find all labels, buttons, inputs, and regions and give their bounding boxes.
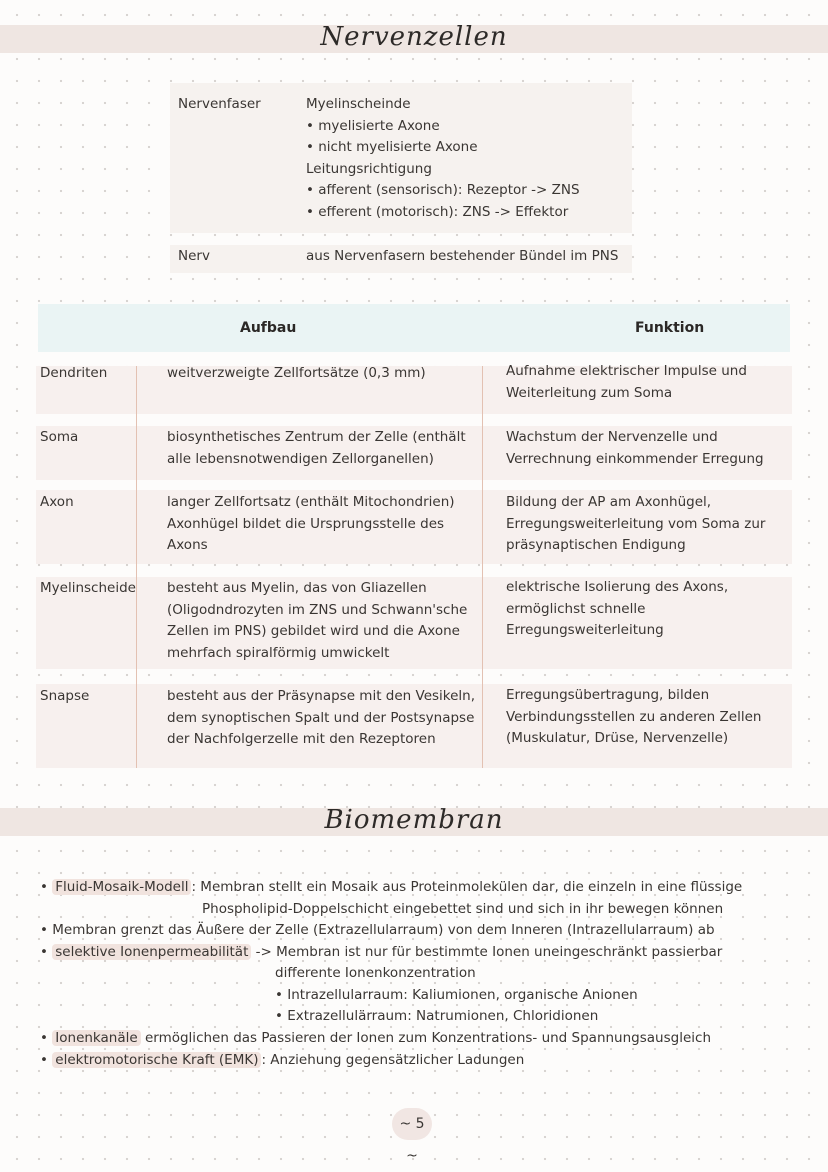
page-number: ~ 5 ~ xyxy=(392,1108,432,1140)
nervenfaser-line: • afferent (sensorisch): Rezeptor -> ZNS xyxy=(306,182,580,198)
column-divider xyxy=(136,366,137,768)
cell-line: biosynthetisches Zentrum der Zelle (enthält xyxy=(167,429,466,445)
section-title-nervenzellen: Nervenzellen xyxy=(320,22,508,52)
cell-line: weitverzweigte Zellfortsätze (0,3 mm) xyxy=(167,365,426,381)
cell-line: elektrische Isolierung des Axons, xyxy=(506,579,729,595)
row-name: Axon xyxy=(40,494,74,510)
highlight-term: Fluid-Mosaik-Modell xyxy=(52,879,191,895)
cell-line: alle lebensnotwendigen Zellorganellen) xyxy=(167,450,434,467)
cell-line: präsynaptischen Endigung xyxy=(506,537,686,553)
row-name: Myelinscheide xyxy=(40,580,136,596)
cell-line: mehrfach spiralförmig umwickelt xyxy=(167,644,390,661)
cell-line: langer Zellfortsatz (enthält Mitochondrien) xyxy=(167,494,455,510)
bullet-selektiv: • selektive Ionenpermeabilität -> Membran ist nur für bestimmte Ionen uneingeschränkt passierbar xyxy=(40,944,723,960)
row-funktion xyxy=(506,577,728,642)
row-aufbau xyxy=(167,686,475,751)
cell-line: Weiterleitung zum Soma xyxy=(506,384,673,401)
cell-line: Axonhügel bildet die Ursprungsstelle des xyxy=(167,515,445,532)
header-funktion: Funktion xyxy=(635,320,705,336)
term-nervenfaser: Nervenfaser xyxy=(178,96,261,112)
cell-line: Verbindungsstellen zu anderen Zellen xyxy=(506,708,762,725)
row-aufbau xyxy=(167,578,467,664)
nervenfaser-line: • nicht myelisierte Axone xyxy=(306,139,478,155)
cell-line: Zellen im PNS) gebildet wird und die Axone xyxy=(167,623,460,639)
row-funktion xyxy=(506,361,747,404)
cell-line: Erregungsübertragung, bilden xyxy=(506,687,710,703)
nervenfaser-line: • efferent (motorisch): ZNS -> Effektor xyxy=(306,203,569,220)
cell-line: Axons xyxy=(167,537,208,553)
nervenfaser-line: Leitungsrichtigung xyxy=(306,160,432,177)
sub-bullet: • Intrazellularraum: Kaliumionen, organische Anionen xyxy=(275,987,638,1003)
row-aufbau xyxy=(167,492,455,557)
row-funktion xyxy=(506,685,761,750)
row-name: Soma xyxy=(40,429,79,445)
cell-line: (Muskulatur, Drüse, Nervenzelle) xyxy=(506,730,729,746)
cell-line: Verrechnung einkommender Erregung xyxy=(506,450,764,467)
row-aufbau xyxy=(167,427,466,470)
nervenfaser-line: • myelisierte Axone xyxy=(306,117,440,134)
highlight-term: selektive Ionenpermeabilität xyxy=(52,944,251,960)
bullet-membran-grenzt: • Membran grenzt das Äußere der Zelle (Extrazellularraum) von dem Inneren (Intrazellularraum) ab xyxy=(40,922,715,938)
cell-line: (Oligodndrozyten im ZNS und Schwann'sche xyxy=(167,601,468,618)
bullet-text: : Anziehung gegensätzlicher Ladungen xyxy=(261,1052,525,1068)
nervenfaser-description xyxy=(306,94,580,223)
cell-line: Aufnahme elektrischer Impulse und xyxy=(506,363,747,379)
cell-line: Wachstum der Nervenzelle und xyxy=(506,429,718,445)
term-nerv: Nerv xyxy=(178,248,210,264)
cell-line: der Nachfolgerzelle mit den Rezeptoren xyxy=(167,731,436,747)
highlight-term: elektromotorische Kraft (EMK) xyxy=(52,1052,261,1068)
column-divider xyxy=(482,366,483,768)
cell-line: dem synoptischen Spalt und der Postsynapse xyxy=(167,709,475,726)
cell-line: ermöglichst schnelle xyxy=(506,600,646,617)
row-name: Dendriten xyxy=(40,365,108,381)
row-aufbau xyxy=(167,363,426,385)
row-funktion xyxy=(506,492,765,557)
bullet-text: ermöglichen das Passieren der Ionen zum Konzentrations- und Spannungsausgleich xyxy=(140,1030,711,1046)
cell-line: besteht aus der Präsynapse mit den Vesikeln, xyxy=(167,688,476,704)
cell-line: Bildung der AP am Axonhügel, xyxy=(506,494,712,510)
section-title-biomembran: Biomembran xyxy=(324,805,504,835)
nerv-description: aus Nervenfasern bestehender Bündel im PNS xyxy=(306,248,619,264)
bullet-ionenkanaele: • Ionenkanäle ermöglichen das Passieren der Ionen zum Konzentrations- und Spannungsausgleich xyxy=(40,1030,711,1046)
highlight-term: Ionenkanäle xyxy=(52,1030,140,1046)
bullet-fluid-mosaik: • Fluid-Mosaik-Modell : Membran stellt ein Mosaik aus Proteinmolekülen dar, die einzeln in eine flüssige xyxy=(40,879,743,895)
bullet-text: -> Membran ist nur für bestimmte Ionen uneingeschränkt passierbar xyxy=(251,944,723,960)
bullet-text: Membran grenzt das Äußere der Zelle (Extrazellularraum) von dem Inneren (Intrazellularraum) ab xyxy=(52,922,715,938)
bullet-text: : Membran stellt ein Mosaik aus Proteinmolekülen dar, die einzeln in eine flüssige xyxy=(191,879,743,895)
cell-line: Erregungsweiterleitung xyxy=(506,622,664,638)
nervenfaser-line: Myelinscheinde xyxy=(306,96,411,112)
bullet-emk: • elektromotorische Kraft (EMK) : Anziehung gegensätzlicher Ladungen xyxy=(40,1052,525,1068)
row-name: Snapse xyxy=(40,688,90,704)
cell-line: Erregungsweiterleitung vom Soma zur xyxy=(506,515,766,532)
row-funktion xyxy=(506,427,764,470)
sub-bullet: • Extrazellulärraum: Natrumionen, Chloridionen xyxy=(275,1008,599,1024)
bullet-continuation: Phospholipid-Doppelschicht eingebettet sind und sich in ihr bewegen können xyxy=(202,901,724,917)
bullet-continuation: differente Ionenkonzentration xyxy=(275,965,476,981)
cell-line: besteht aus Myelin, das von Gliazellen xyxy=(167,580,427,596)
header-aufbau: Aufbau xyxy=(240,320,297,336)
